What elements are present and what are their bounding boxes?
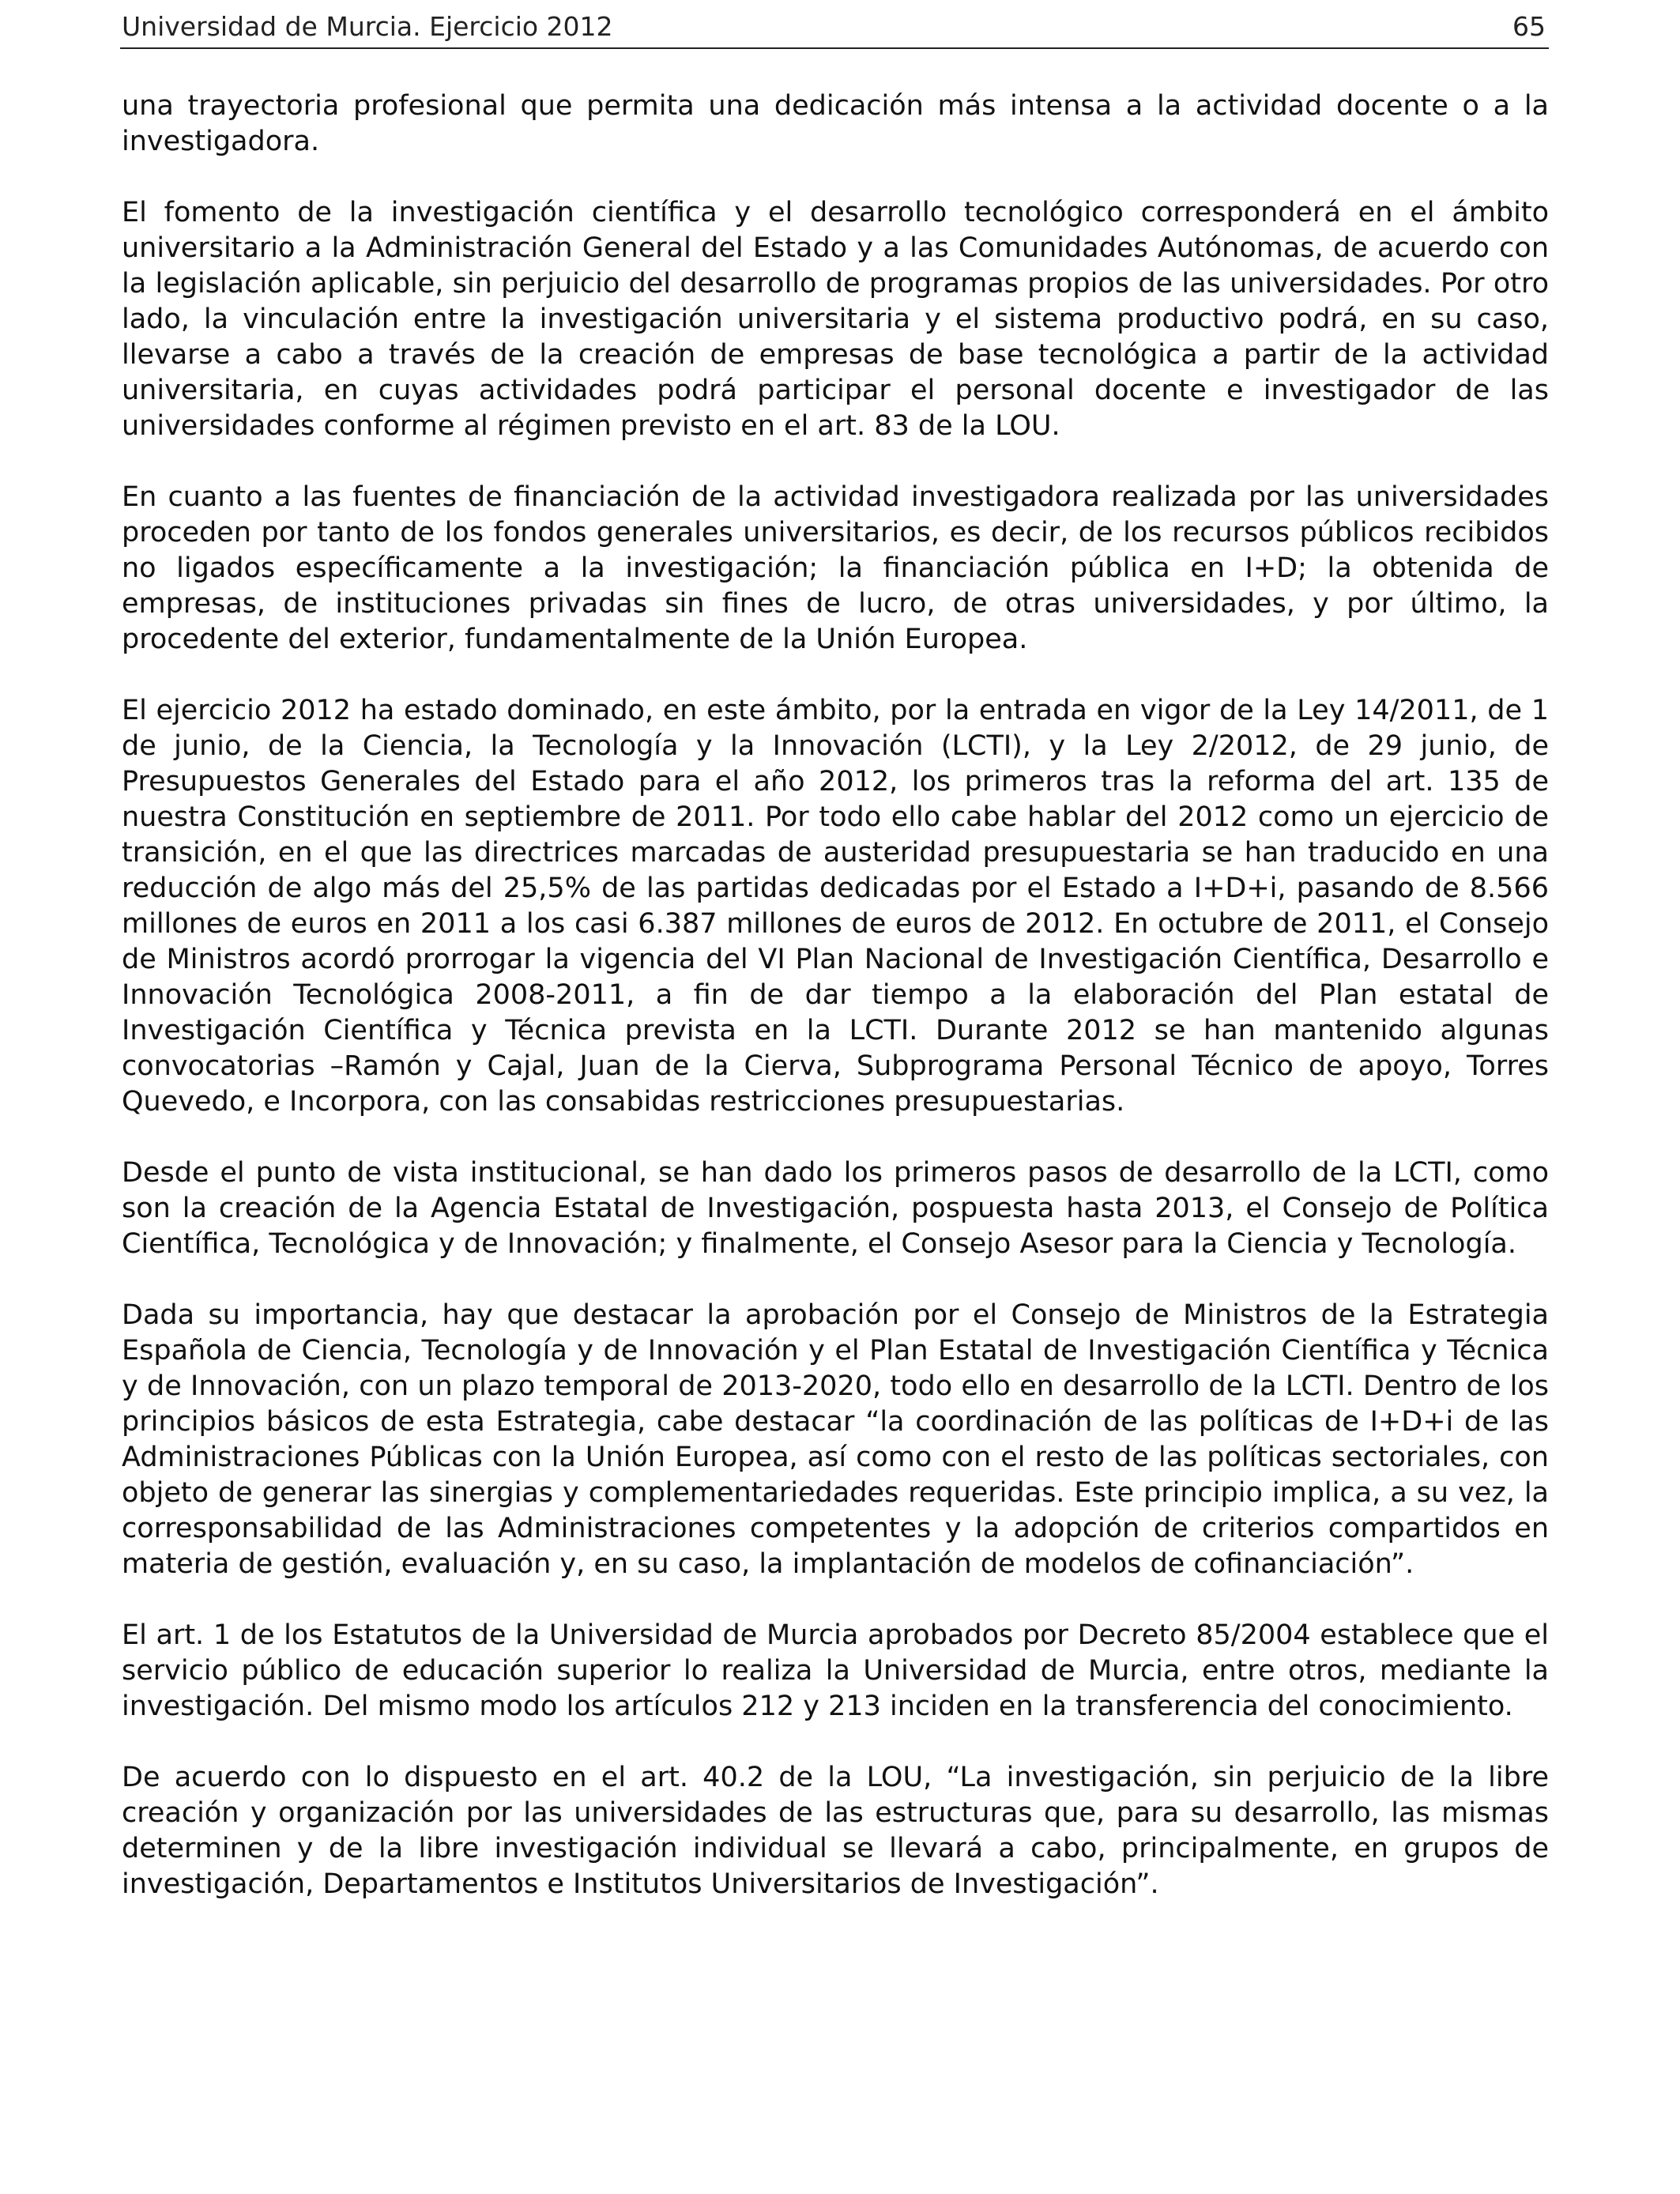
paragraph-lou-article: De acuerdo con lo dispuesto en el art. 40.2 de la LOU, “La investigación, sin perjuicio de la libre creación y organización por las universidades de las estructuras que, para su desarrollo, las mismas determinen y de la libre investigación individual se llevará a cabo, principalmente, en grupos de investigación, Departamentos e Institutos Universitarios de Investigación”. <box>122 1762 1549 1900</box>
paragraph-2012-exercise: El ejercicio 2012 ha estado dominado, en este ámbito, por la entrada en vigor de la Ley 14/2011, de 1 de junio, de la Ciencia, la Tecnología y la Innovación (LCTI), y la Ley 2/2012, de 29 junio, de Presupuestos Generales del Estado para el año 2012, los primeros tras la reforma del art. 135 de nuestra Constitución en septiembre de 2011. Por todo ello cabe hablar del 2012 como un ejercicio de transición, en el que las directrices marcadas de austeridad presupuestaria se han traducido en una reducción de algo más del 25,5% de las partidas dedicadas por el Estado a I+D+i, pasando de 8.566 millones de euros en 2011 a los casi 6.387 millones de euros de 2012. En octubre de 2011, el Consejo de Ministros acordó prorrogar la vigencia del VI Plan Nacional de Investigación Científica, Desarrollo e Innovación Tecnológica 2008-2011, a fin de dar tiempo a la elaboración del Plan estatal de Investigación Científica y Técnica prevista en la LCTI. Durante 2012 se han mantenido algunas convocatorias –Ramón y Cajal, Juan de la Cierva, Subprograma Personal Técnico de apoyo, Torres Quevedo, e Incorpora, con las consabidas restricciones presupuestarias. <box>122 695 1549 1118</box>
document-body <box>122 89 1549 1938</box>
paragraph-strategy-approval: Dada su importancia, hay que destacar la aprobación por el Consejo de Ministros de la Estrategia Española de Ciencia, Tecnología y de Innovación y el Plan Estatal de Investigación Científica y Técnica y de Innovación, con un plazo temporal de 2013-2020, todo ello en desarrollo de la LCTI. Dentro de los principios básicos de esta Estrategia, cabe destacar “la coordinación de las políticas de I+D+i de las Administraciones Públicas con la Unión Europea, así como con el resto de las políticas sectoriales, con objeto de generar las sinergias y complementariedades requeridas. Este principio implica, a su vez, la corresponsabilidad de las Administraciones competentes y la adopción de criterios compartidos en materia de gestión, evaluación y, en su caso, la implantación de modelos de cofinanciación”. <box>122 1299 1549 1580</box>
header-title: Universidad de Murcia. Ejercicio 2012 <box>122 11 613 42</box>
paragraph-continuation: una trayectoria profesional que permita una dedicación más intensa a la actividad docente o a la investigadora. <box>122 90 1549 157</box>
page-number: 65 <box>1512 11 1546 42</box>
paragraph-statutes: El art. 1 de los Estatutos de la Universidad de Murcia aprobados por Decreto 85/2004 establece que el servicio público de educación superior lo realiza la Universidad de Murcia, entre otros, mediante la investigación. Del mismo modo los artículos 212 y 213 inciden en la transferencia del conocimiento. <box>122 1619 1549 1722</box>
paragraph-institutional-view: Desde el punto de vista institucional, se han dado los primeros pasos de desarrollo de la LCTI, como son la creación de la Agencia Estatal de Investigación, pospuesta hasta 2013, el Consejo de Política Científica, Tecnológica y de Innovación; y finalmente, el Consejo Asesor para la Ciencia y Tecnología. <box>122 1157 1549 1260</box>
page-header <box>120 9 1549 49</box>
paragraph-funding-sources: En cuanto a las fuentes de financiación de la actividad investigadora realizada por las universidades proceden por tanto de los fondos generales universitarios, es decir, de los recursos públicos recibidos no ligados específicamente a la investigación; la financiación pública en I+D; la obtenida de empresas, de instituciones privadas sin fines de lucro, de otras universidades, y por último, la procedente del exterior, fundamentalmente de la Unión Europea. <box>122 481 1549 655</box>
paragraph-research-promotion: El fomento de la investigación científica y el desarrollo tecnológico corresponderá en el ámbito universitario a la Administración General del Estado y a las Comunidades Autónomas, de acuerdo con la legislación aplicable, sin perjuicio del desarrollo de programas propios de las universidades. Por otro lado, la vinculación entre la investigación universitaria y el sistema productivo podrá, en su caso, llevarse a cabo a través de la creación de empresas de base tecnológica a partir de la actividad universitaria, en cuyas actividades podrá participar el personal docente e investigador de las universidades conforme al régimen previsto en el art. 83 de la LOU. <box>122 197 1549 442</box>
